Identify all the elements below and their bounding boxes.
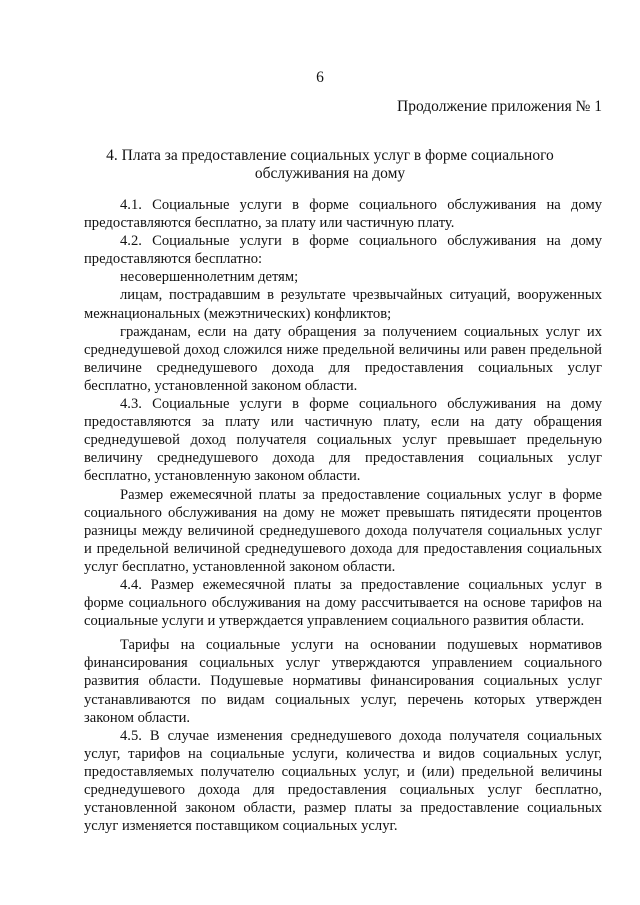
list-item-minors: несовершеннолетним детям;: [120, 269, 299, 286]
paragraph-4-3: 4.3. Социальные услуги в форме социального обслуживания на дому предоставляются за плату или частичную плату, если на дату обращения среднедушевой доход получателя социальных услуг превышает предельную величину среднедушевого дохода для предоставления социальных услуг бесплатно, установленную законом области.: [84, 396, 602, 485]
list-item-victims: лицам, пострадавшим в результате чрезвычайных ситуаций, вооруженных межнациональных (межэтнических) конфликтов;: [84, 287, 602, 322]
appendix-note: Продолжение приложения № 1: [397, 98, 602, 115]
document-body: [84, 196, 602, 835]
page-number: 6: [316, 69, 324, 86]
paragraph-4-4: 4.4. Размер ежемесячной платы за предоставление социальных услуг в форме социального обслуживания на дому рассчитывается на основе тарифов на социальные услуги и утверждается управлением социального развития области.: [84, 576, 602, 630]
section-title: 4. Плата за предоставление социальных услуг в форме социального обслуживания на дому: [106, 147, 554, 182]
paragraph-4-2: 4.2. Социальные услуги в форме социального обслуживания на дому предоставляются бесплатно:: [84, 233, 602, 268]
paragraph-4-5: 4.5. В случае изменения среднедушевого дохода получателя социальных услуг, тарифов на социальные услуги, количества и видов социальных услуг, предоставляемых получателю социальных услуг, и (или) предельной величины среднедушевого дохода для предоставления социальных услуг бесплатно, установленной законом области, размер платы за предоставление социальных услуг изменяется поставщиком социальных услуг.: [84, 727, 602, 835]
paragraph-tariffs: Тарифы на социальные услуги на основании подушевых нормативов финансирования социальных услуг утверждаются управлением социального развития области. Подушевые нормативы финансирования социальных услуг устанавливаются по видам социальных услуг, перечень которых утвержден законом области.: [84, 637, 602, 726]
list-item-low-income: гражданам, если на дату обращения за получением социальных услуг их среднедушевой доход сложился ниже предельной величины или равен предельной величине среднедушевого дохода для предоставления социальных услуг бесплатно, установленной законом области.: [84, 323, 602, 394]
paragraph-monthly-fee-limit: Размер ежемесячной платы за предоставление социальных услуг в форме социального обслуживания на дому не может превышать пятидесяти процентов разницы между величиной среднедушевого дохода получателя социальных услуг и предельной величиной среднедушевого дохода для предоставления социальных услуг бесплатно, установленной законом области.: [84, 486, 602, 575]
paragraph-4-1: 4.1. Социальные услуги в форме социального обслуживания на дому предоставляются бесплатно, за плату или частичную плату.: [84, 197, 602, 232]
